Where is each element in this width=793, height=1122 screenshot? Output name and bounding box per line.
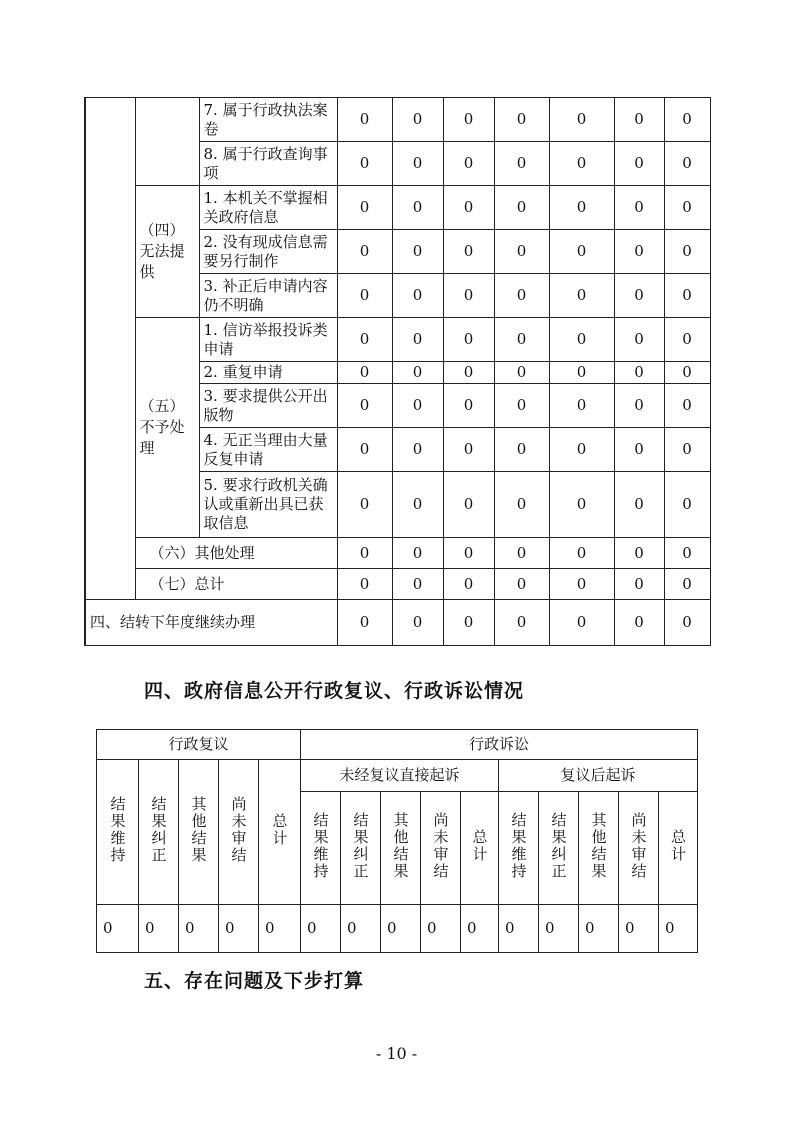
col-label: 总计 [669,829,688,863]
value-cell: 0 [494,569,549,600]
value-cell: 0 [337,428,392,472]
col-label: 结果维持 [108,796,127,864]
direct-col [461,792,499,905]
value-cell: 0 [337,600,392,646]
after-review-col [539,792,579,905]
value-cell: 0 [392,186,443,230]
value-cell: 0 [549,230,614,274]
sub-item-label: 2. 没有现成信息需要另行制作 [199,230,337,274]
sub-item-label: 1. 信访举报投诉类申请 [199,318,337,362]
value-cell: 0 [443,274,494,318]
value-cell: 0 [549,472,614,538]
value-cell: 0 [337,142,392,186]
value-cell: 0 [614,569,664,600]
value-cell: 0 [443,428,494,472]
value-cell: 0 [614,186,664,230]
value-cell: 0 [494,538,549,569]
direct-header: 未经复议直接起诉 [301,760,499,792]
value-cell: 0 [614,362,664,384]
value-cell: 0 [664,362,710,384]
value-cell: 0 [664,318,710,362]
value-cell: 0 [443,472,494,538]
col-label: 尚未审结 [629,812,648,880]
value-cell: 0 [494,186,549,230]
value-cell: 0 [392,98,443,142]
value-cell: 0 [494,384,549,428]
value-cell: 0 [549,428,614,472]
value-cell: 0 [549,538,614,569]
table-row [85,569,710,600]
value-cell: 0 [337,538,392,569]
value-cell: 0 [614,600,664,646]
review-col [219,760,259,905]
value-cell: 0 [97,905,139,953]
table-row [85,186,710,230]
value-cell: 0 [549,362,614,384]
value-cell: 0 [499,905,539,953]
value-cell: 0 [337,318,392,362]
after-review-header: 复议后起诉 [499,760,698,792]
value-cell: 0 [337,186,392,230]
row-label: （六）其他处理 [135,538,337,569]
value-cell: 0 [614,230,664,274]
value-cell: 0 [664,230,710,274]
value-cell: 0 [619,905,659,953]
value-cell: 0 [301,905,341,953]
sub-item-label: 1. 本机关不掌握相关政府信息 [199,186,337,230]
value-cell: 0 [392,230,443,274]
col-label: 其他结果 [189,796,208,864]
after-review-col [619,792,659,905]
value-cell: 0 [494,142,549,186]
value-cell: 0 [659,905,698,953]
value-cell: 0 [392,318,443,362]
value-cell: 0 [664,384,710,428]
sub-item-label: 2. 重复申请 [199,362,337,384]
value-cell: 0 [443,538,494,569]
value-cell: 0 [443,318,494,362]
after-review-col [659,792,698,905]
value-cell: 0 [614,98,664,142]
value-cell: 0 [337,274,392,318]
value-cell: 0 [539,905,579,953]
value-cell: 0 [494,472,549,538]
value-cell: 0 [664,569,710,600]
value-cell: 0 [579,905,619,953]
value-cell: 0 [337,230,392,274]
table-row [85,600,710,646]
value-cell: 0 [392,472,443,538]
value-cell: 0 [664,538,710,569]
value-cell: 0 [614,142,664,186]
table-row [85,318,710,362]
review-col [139,760,179,905]
category-cell [85,98,135,600]
review-col [97,760,139,905]
direct-col [421,792,461,905]
page-number: - 10 - [375,1044,418,1063]
value-cell: 0 [381,905,421,953]
review-col [259,760,301,905]
col-label: 总计 [270,813,289,847]
disposal-table [84,97,711,646]
section-5-heading: 五、存在问题及下步打算 [144,970,365,992]
col-label: 其他结果 [391,812,410,880]
section-4-heading: 四、政府信息公开行政复议、行政诉讼情况 [144,680,525,702]
direct-col [301,792,341,905]
value-cell: 0 [664,142,710,186]
after-review-col [579,792,619,905]
value-cell: 0 [337,384,392,428]
value-cell: 0 [494,98,549,142]
value-cell: 0 [549,318,614,362]
value-cell: 0 [614,384,664,428]
direct-col [341,792,381,905]
value-cell: 0 [392,384,443,428]
value-cell: 0 [614,318,664,362]
after-review-col [499,792,539,905]
value-cell: 0 [337,472,392,538]
col-label: 结果纠正 [149,796,168,864]
value-cell: 0 [392,538,443,569]
value-cell: 0 [443,362,494,384]
value-cell: 0 [549,384,614,428]
review-col [179,760,219,905]
value-cell: 0 [337,569,392,600]
row-label: 四、结转下年度继续办理 [85,600,337,646]
direct-col [381,792,421,905]
value-cell: 0 [664,428,710,472]
sub-item-label: 3. 补正后申请内容仍不明确 [199,274,337,318]
value-cell: 0 [461,905,499,953]
value-cell: 0 [421,905,461,953]
value-cell: 0 [614,472,664,538]
value-cell: 0 [549,186,614,230]
value-cell: 0 [337,362,392,384]
value-cell: 0 [139,905,179,953]
group-cell: （四）无法提供 [135,186,199,318]
value-cell: 0 [664,600,710,646]
value-cell: 0 [549,142,614,186]
value-cell: 0 [549,600,614,646]
col-label: 总计 [470,829,489,863]
value-cell: 0 [337,98,392,142]
value-cell: 0 [443,600,494,646]
review-header: 行政复议 [97,730,301,760]
row-label: （七）总计 [135,569,337,600]
value-cell: 0 [443,98,494,142]
value-cell: 0 [392,600,443,646]
value-cell: 0 [392,362,443,384]
value-cell: 0 [392,569,443,600]
value-cell: 0 [179,905,219,953]
review-litigation-table [96,729,698,953]
value-cell: 0 [443,230,494,274]
col-label: 尚未审结 [229,796,248,864]
group-cell: （五）不予处理 [135,318,199,538]
value-cell: 0 [443,384,494,428]
value-cell: 0 [664,98,710,142]
col-label: 结果纠正 [549,812,568,880]
value-cell: 0 [494,600,549,646]
value-cell: 0 [549,98,614,142]
value-cell: 0 [614,274,664,318]
table-row [85,98,710,142]
table-row [85,538,710,569]
value-cell: 0 [392,142,443,186]
value-cell: 0 [443,142,494,186]
sub-item-label: 4. 无正当理由大量反复申请 [199,428,337,472]
sub-item-label: 5. 要求行政机关确认或重新出具已获取信息 [199,472,337,538]
col-label: 结果维持 [311,812,330,880]
value-cell: 0 [341,905,381,953]
col-label: 结果纠正 [351,812,370,880]
value-cell: 0 [664,472,710,538]
value-cell: 0 [259,905,301,953]
group-cell [135,98,199,186]
col-label: 尚未审结 [431,812,450,880]
value-cell: 0 [549,274,614,318]
sub-item-label: 3. 要求提供公开出版物 [199,384,337,428]
value-cell: 0 [494,318,549,362]
col-label: 结果维持 [509,812,528,880]
value-cell: 0 [494,230,549,274]
value-cell: 0 [549,569,614,600]
value-cell: 0 [614,538,664,569]
sub-item-label: 8. 属于行政查询事项 [199,142,337,186]
value-cell: 0 [494,274,549,318]
value-cell: 0 [664,274,710,318]
value-cell: 0 [614,428,664,472]
value-cell: 0 [664,186,710,230]
value-cell: 0 [219,905,259,953]
value-cell: 0 [494,362,549,384]
value-cell: 0 [392,428,443,472]
value-cell: 0 [443,569,494,600]
value-cell: 0 [494,428,549,472]
col-label: 其他结果 [589,812,608,880]
value-cell: 0 [392,274,443,318]
litigation-header: 行政诉讼 [301,730,698,760]
value-cell: 0 [443,186,494,230]
sub-item-label: 7. 属于行政执法案卷 [199,98,337,142]
